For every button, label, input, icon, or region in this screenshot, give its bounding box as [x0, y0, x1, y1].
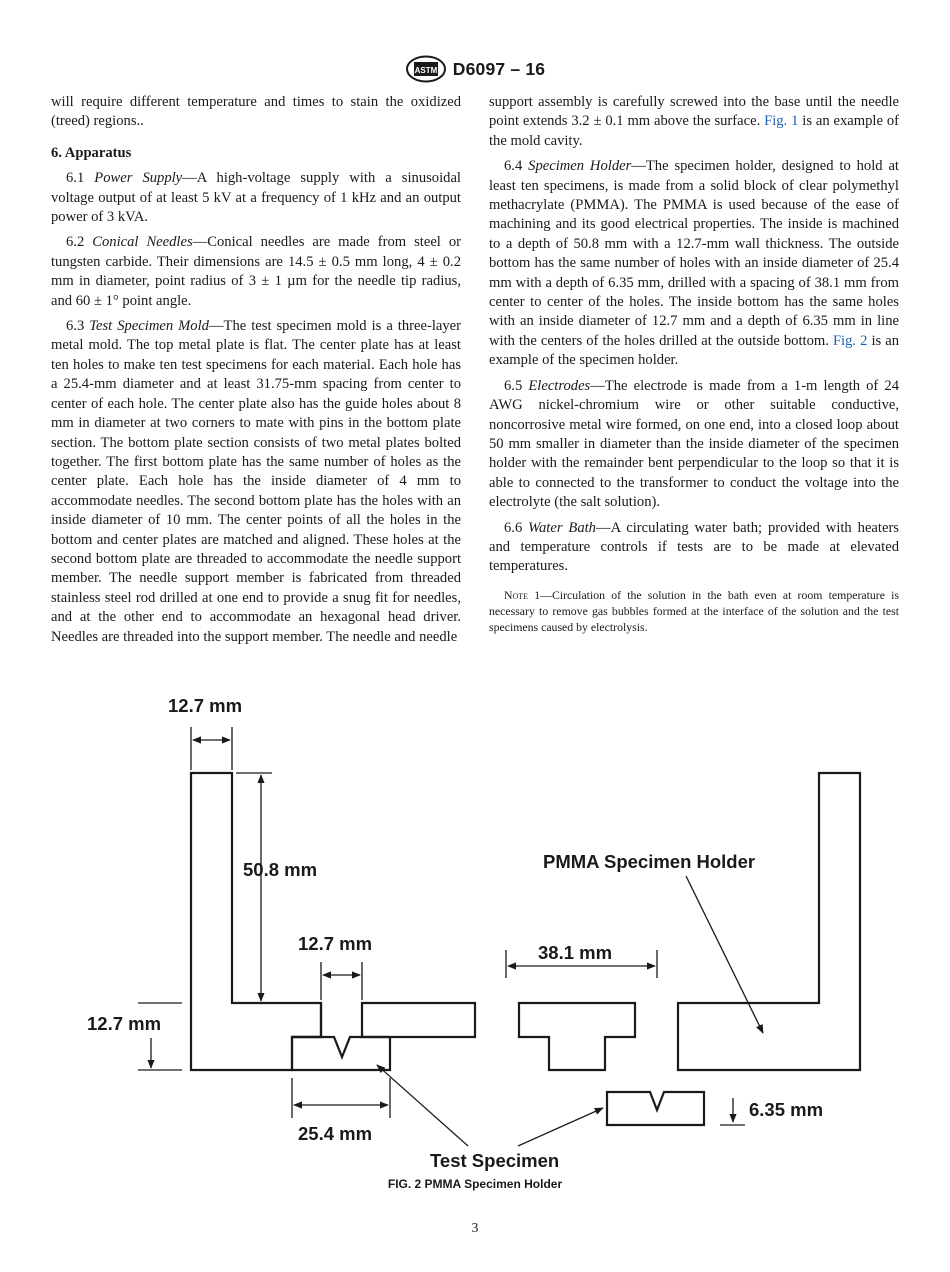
page-header [0, 54, 950, 84]
left-column [51, 93, 461, 653]
fig-1-link[interactable]: Fig. 1 [764, 113, 799, 130]
specimen-piece-right [607, 1092, 704, 1125]
paragraph-6-4: 6.4 Specimen Holder—The specimen holder, designed to hold at least ten specimens, is made from a solid block of clear polymethyl methacrylate (PMMA). The PMMA is used because of the ease of machining and its good electrical properties. The inside is machined to a depth of 50.8 mm with a 12.7-mm wall thickness. The outside bottom has the same number of holes with an inside diameter of 25.4 mm with a depth of 6.35 mm, drilled with a spacing of 38.1 mm from center to center of the holes. The inside bottom has the same holes with an inside diameter of 12.7 mm and a depth of 6.35 mm in line with the centers of the holes drilled at the outside bottom. Fig. 2 is an example of the specimen holder. [489, 158, 899, 369]
right-column [489, 93, 899, 641]
paragraph-6-2: 6.2 Conical Needles—Conical needles are made from steel or tungsten carbide. Their dimensions are 14.5 ± 0.5 mm long, 4 ± 0.2 mm in diameter, point radius of 3 ± 1 µm for the needle tip radius, and 60 ± 1° point angle. [51, 234, 462, 309]
note-1: Note 1—Circulation of the solution in the bath even at room temperature is necessary to remove gas bubbles formed at the interface of the solution and the test specimens caused by electrolysis. [489, 587, 899, 635]
label-test-specimen: Test Specimen [430, 1150, 560, 1171]
specimen-v-left [292, 1037, 390, 1057]
intro-continuation: will require different temperature and times to stain the oxidized (treed) regions.. [51, 94, 461, 130]
dim-hole-depth: 6.35 mm [749, 1099, 824, 1120]
paragraph-6-5: 6.5 Electrodes—The electrode is made from a 1-m length of 24 AWG nickel-chromium wire or other suitable conductive, noncorrosive metal wire formed, on one end, into a closed loop about 50 mm smaller in diameter than the inside diameter of the specimen holder with the remainder bent perpendicular to the loop so that it is able to connected to the transformer to conduct the voltage into the electrolyte (the salt solution). [489, 377, 899, 511]
dim-wall-thickness: 12.7 mm [168, 695, 243, 716]
paragraph-6-3-continued: support assembly is carefully screwed into the base until the needle point extends 3.2 ± 0.1 mm above the surface. Fig. 1 is an example of the mold cavity. [489, 94, 899, 149]
paragraph-6-6: 6.6 Water Bath—A circulating water bath; provided with heaters and temperature controls if tests are to be made at elevated temperatures. [489, 519, 899, 575]
paragraph-6-1: 6.1 Power Supply—A high-voltage supply with a sinusoidal voltage output of at least 5 kV at a frequency of 1 kHz and an output power of 3 kVA. [51, 170, 461, 226]
dim-inside-depth: 50.8 mm [243, 859, 318, 880]
holder-right-block [519, 1003, 635, 1070]
logo-text: ASTM [414, 66, 438, 75]
dim-outer-hole: 25.4 mm [298, 1123, 373, 1144]
section-heading: 6. Apparatus [51, 144, 132, 161]
dim-base-thickness: 12.7 mm [87, 1013, 162, 1034]
dim-spacing: 38.1 mm [538, 942, 613, 963]
paragraph-6-3: 6.3 Test Specimen Mold—The test specimen mold is a three-layer metal mold. The top metal plate is flat. The center plate has at least ten holes to make ten test specimens for each material. Each hole has a 25.4-mm diameter and at least 31.75-mm spacing from center to center of each hole. The center plate also has the guide holes about 8 mm in diameter at two corners to mate with pins in the bottom plate section. The bottom plate section consists of two metal plates bolted together. The first bottom plate has the same number of holes as the center plate. Each hole has the inside diameter of 4 mm to accommodate needles. The second bottom plate has the holes with an inside diameter of 10 mm. The center points of all the holes in the bottom and center plates are matched and aligned. These holes at the second bottom plate are threaded to accommodate the needle support member. The needle support member is fabricated from threaded stainless steel rod drilled at one end to provide a snug fit for needles, and at the other end to accommodate an hexagonal head driver. Needles are threaded into the support member. The needle and needle [51, 318, 461, 645]
page-number: 3 [471, 1220, 479, 1235]
label-pmma-holder: PMMA Specimen Holder [543, 851, 756, 872]
holder-right-wall [678, 773, 860, 1070]
fig-2-link[interactable]: Fig. 2 [832, 332, 868, 349]
document-code: D6097 – 16 [452, 58, 546, 79]
pmma-holder-figure [0, 670, 950, 1175]
holder-left-wall [191, 773, 321, 1070]
figure-caption: FIG. 2 PMMA Specimen Holder [387, 1177, 563, 1191]
dim-inner-hole: 12.7 mm [298, 933, 373, 954]
astm-logo-icon [405, 55, 447, 83]
